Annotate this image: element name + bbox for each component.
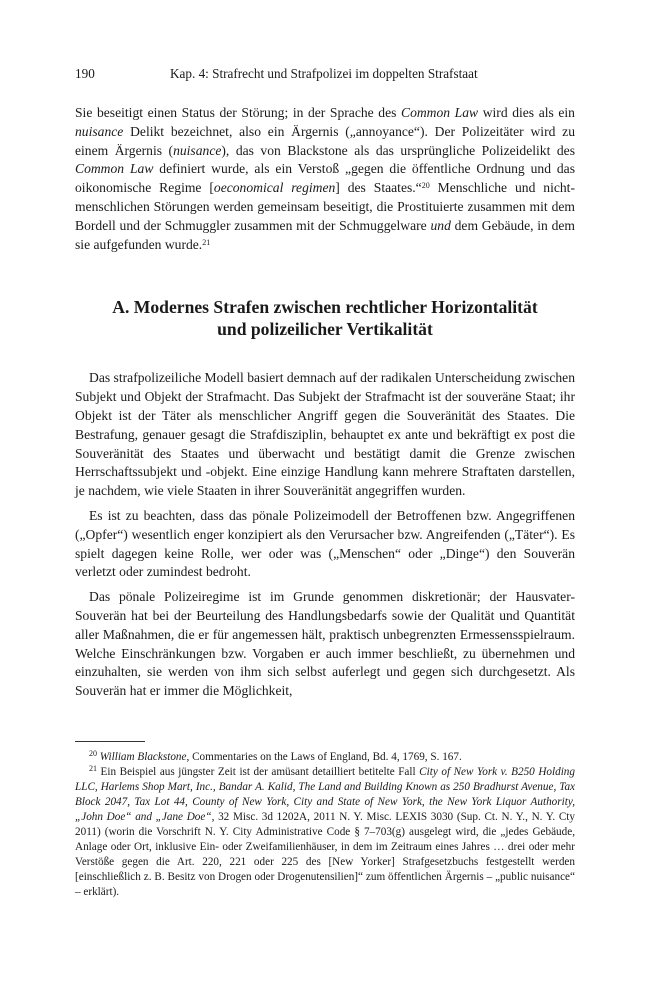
text-run: Sie beseitigt einen Status der Störung; in der Sprache des [75,105,401,120]
section-heading [75,297,575,340]
italic-run: nuisance [173,142,222,158]
text-run: ), das von Blackstone als das ursprüngliche Polizeidelikt des [221,142,576,158]
text-run: definiert wurde, als ein Verstoß „gegen die öffentliche Ordnung und das oikonomische Regime [ [75,161,575,196]
section-heading-line-1: A. Modernes Strafen zwischen rechtlicher Horizontalität [112,297,538,318]
paragraph-1 [75,104,575,254]
italic-run: Common Law [75,161,154,177]
footnote-ref-21[interactable]: 21 [202,237,211,247]
footnote-text: Ein Beispiel aus jüngster Zeit ist der amüsant detailliert betitelte Fall [97,766,420,778]
footnote-number: 21 [89,764,97,773]
italic-run: Common Law [401,105,479,120]
footnotes [75,750,575,900]
footnote-text: , Commentaries on the Laws of England, Bd. 4, 1769, S. 167. [186,751,462,763]
italic-run: nuisance [75,123,124,139]
text-run: Menschliche und nicht-menschlichen Störungen werden gemeinsam beseitigt, die Prostituierte zusammen mit dem Bordell und der Schmuggler zusammen mit der Schmuggelware [75,180,575,233]
text-run: dem Gebäude, in dem sie aufgefunden wurde. [75,217,575,252]
paragraph-3: Es ist zu beachten, dass das pönale Polizeimodell der Betroffenen bzw. Angegriffenen („Opfer“) wesentlich enger konzipiert als den Verursacher bzw. Angreifenden („Täter“). Es spielt dagegen keine Rolle, wer oder was („Menschen“ oder „Dinge“) den Souverän verletzt oder zumindest bedroht. [75,507,575,580]
footnote-20 [75,750,575,765]
paragraph-4: Das pönale Polizeiregime ist im Grunde genommen diskretionär; der Hausvater-Souverän hat bei der Beurteilung des Handlungsbedarfs sowie der Qualität und Quantität aller Maßnahmen, die er für angemessen hält, praktisch unbegrenzten Ermessensspielraum. Welche Einschränkungen bzw. Vorgaben er auch immer beschließt, zu übernehmen und einzuhalten, sie werden von ihm sich selbst auferlegt und gegen sich durchgesetzt. Als Souverän hat er immer die Möglichkeit, [75,589,575,699]
footnote-case-title: City of New York v. B250 Holding LLC, Harlems Shop Mart, Inc., Bandar A. Kalid, The Land and Building Known as 250 Bradhurst Avenue, Tax Block 2047, Tax Lot 44, County of New York, City and State of New York, the New York Liquor Authority, „John Doe“ and „Jane Doe“ [75,766,575,823]
paragraph-2: Das strafpolizeiliche Modell basiert demnach auf der radikalen Unterscheidung zwischen Subjekt und Objekt der Strafmacht. Das Subjekt der Strafmacht ist der souveräne Staat; ihr Objekt ist der Täter als menschlicher Angriff gegen die Souveränität des Staates. Die Bestrafung, genauer gesagt die Strafdisziplin, behauptet ex ante und bekräftigt ex post die Souveränität des Staates und überwacht und bestätigt damit die Grenze zwischen Herrschaftssubjekt und -objekt. Eine einzige Handlung kann mehrere Straftaten darstellen, je nachdem, wie viele Staaten in ihrer Souveränität angegriffen wurden. [75,370,575,499]
footnote-21 [75,765,575,900]
section-heading-line-2: und polizeilicher Vertikalität [217,318,433,339]
text-run: Delikt bezeichnet, also ein Ärgernis („annoyance“). Der Polizeitäter wird zu einem Ärgernis ( [75,123,575,158]
running-head: Kap. 4: Strafrecht und Strafpolizei im doppelten Strafstaat [170,66,478,81]
italic-run: oeconomical regimen [213,180,336,196]
page-number: 190 [75,66,95,81]
footnote-author: William Blackstone [99,751,187,763]
footnote-divider [75,741,145,742]
main-text [75,104,575,701]
text-run: wird dies als ein [478,105,575,120]
footnote-ref-20[interactable]: 20 [421,181,430,191]
footnote-number: 20 [89,749,97,758]
footnote-text: , 32 Misc. 3d 1202A, 2011 N. Y. Misc. LEXIS 3030 (Sup. Ct. N. Y., N. Y. Cty 2011) (worin die Vorschrift N. Y. City Administrative Code § 7–703(g) ausgelegt wird, die „jedes Gebäude, Anlage oder Ort, inklusive Ein- oder Zweifamilienhäuser, in dem im Zeitraum eines Jahres … drei oder mehr Verstöße gegen die Art. 220, 221 oder 225 des [New Yorker] Strafgesetzbuchs festgestellt werden [einschließlich z. B. Besitz von Drogen oder Drogenutensilien]“ zum öffentlichen Ärgernis – „public nuisance“ – erklärt). [75,811,576,898]
text-run: ] des Staates.“ [335,180,422,196]
page-header [75,66,575,86]
italic-run: und [430,217,451,233]
